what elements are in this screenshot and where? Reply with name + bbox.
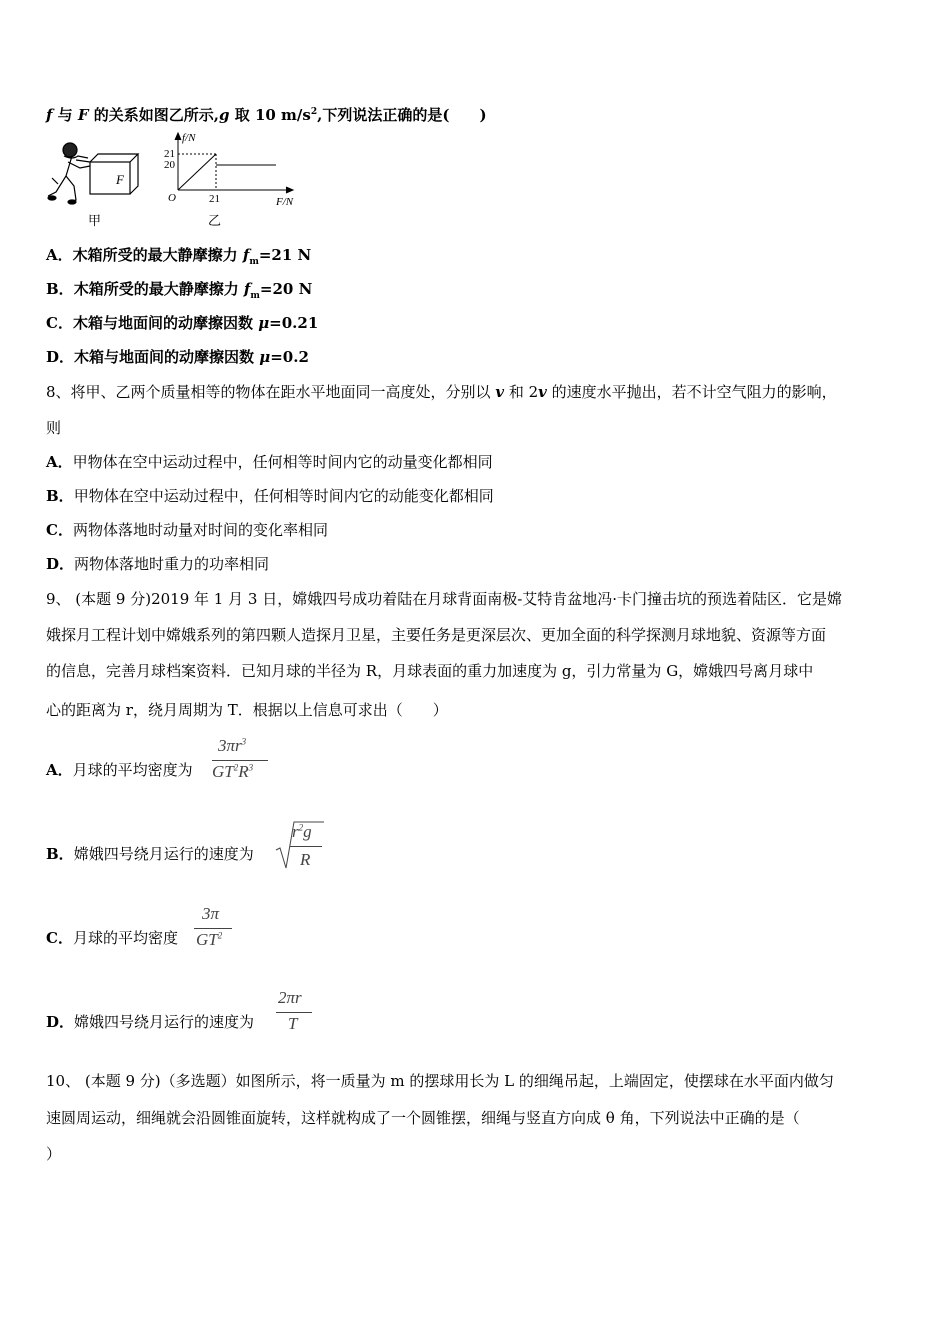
q9-b-num-sup: 2 (298, 822, 304, 833)
q9-c-denominator (196, 930, 222, 950)
q9-option-b-label: B． (46, 845, 74, 863)
q7-option-a-sub: m (249, 257, 259, 267)
q9-a-den-a: GT (212, 762, 234, 781)
q7-option-d[interactable] (46, 347, 309, 367)
graph-x-arrow (286, 187, 293, 193)
q7-stem-c: 取 10 m/s (229, 106, 311, 124)
q9-option-b-fraction (290, 820, 326, 872)
q9-c-den-sup: 2 (217, 930, 223, 941)
q9-b-denominator: R (300, 850, 311, 869)
q8-option-d-label: D． (46, 555, 75, 573)
q9-option-c-text: 月球的平均密度 (72, 929, 178, 947)
q9-a-den-b: R (238, 762, 249, 781)
q9-d-numerator: 2πr (278, 988, 302, 1007)
q7-option-c-val: =0.21 (269, 314, 319, 332)
graph-y-label: f/N (182, 132, 196, 144)
q9-stem-line1: 9、 (本题 9 分)2019 年 1 月 3 日，嫦娥四号成功着陆在月球背面南极-艾特肯盆地冯·卡门撞击坑的预选着陆区．它是嫦 (46, 590, 843, 608)
q9-option-a-fraction (210, 734, 270, 784)
q7-option-d-val: =0.2 (270, 348, 309, 366)
figure-jia (42, 136, 144, 206)
q8-option-a[interactable] (46, 452, 493, 472)
q7-option-c-mu: μ (258, 314, 270, 332)
q8-option-a-label: A． (46, 453, 73, 471)
figure-yi (160, 130, 302, 210)
q7-option-a-label: A． (46, 246, 73, 264)
q8-stem-v2: v (538, 383, 547, 401)
q7-option-a[interactable] (46, 245, 311, 272)
q7-stem-d: ,下列说法正确的是( ) (317, 106, 487, 124)
q8-stem-v: v (495, 383, 505, 401)
q7-option-b-text: 木箱所受的最大静摩擦力 (73, 280, 244, 298)
q8-option-c-label: C． (46, 521, 73, 539)
q7-stem-a: 与 (52, 106, 78, 124)
q8-stem-line2: 则 (46, 419, 62, 437)
q9-a-bar (212, 760, 268, 761)
q7-option-b-label: B． (46, 280, 74, 298)
q7-option-a-val: =21 N (258, 246, 312, 264)
q7-stem-f: f (46, 106, 53, 124)
q9-c-bar (194, 928, 232, 929)
box (90, 154, 138, 194)
q8-option-b[interactable] (46, 486, 494, 506)
graph-y21: 21 (164, 148, 175, 160)
q7-option-b-f: f (243, 280, 251, 298)
box-force-label: F (116, 172, 124, 187)
q9-b-bar (290, 846, 322, 847)
person-illustration (48, 143, 90, 204)
q9-stem-line3: 的信息，完善月球档案资料．已知月球的半径为 R，月球表面的重力加速度为 g，引力常量为 G，嫦娥四号离月球中 (46, 662, 814, 680)
q9-option-a-text: 月球的平均密度为 (72, 761, 193, 779)
q7-option-b[interactable] (46, 279, 312, 306)
q7-option-d-mu: μ (259, 348, 271, 366)
q7-option-a-f: f (242, 246, 250, 264)
q10-stem-line1: 10、 (本题 9 分)（多选题）如图所示，将一质量为 m 的摆球用长为 L 的细绳吊起，上端固定，使摆球在水平面内做匀 (46, 1072, 834, 1090)
q9-c-numerator: 3π (202, 904, 220, 923)
fig-label-yi: 乙 (208, 214, 222, 229)
q9-a-den-sup2: 3 (248, 762, 254, 773)
q7-option-a-text: 木箱所受的最大静摩擦力 (72, 246, 243, 264)
q7-option-b-sub: m (250, 291, 260, 301)
q8-option-c[interactable] (46, 520, 328, 540)
q9-option-d-label: D． (46, 1013, 75, 1031)
graph-x-label: F/N (276, 196, 294, 208)
q7-stem-sup: 2 (310, 107, 318, 117)
q9-b-numerator (292, 822, 312, 842)
q9-option-a[interactable] (46, 760, 193, 780)
q7-option-c-text: 木箱与地面间的动摩擦因数 (72, 314, 259, 332)
q7-option-c-label: C． (46, 314, 73, 332)
q9-option-a-label: A． (46, 761, 73, 779)
fig-label-jia: 甲 (88, 214, 102, 229)
q9-option-b[interactable] (46, 844, 254, 864)
q10-stem-line3: ） (46, 1145, 62, 1163)
q7-stem-b: 的关系如图乙所示, (88, 106, 220, 124)
q7-option-d-text: 木箱与地面间的动摩擦因数 (74, 348, 260, 366)
q7-option-d-label: D． (46, 348, 75, 366)
q9-a-denominator (212, 762, 253, 782)
q8-option-b-label: B． (46, 487, 74, 505)
q9-option-c-label: C． (46, 929, 73, 947)
q8-stem-line1 (46, 382, 837, 402)
q7-stem (46, 102, 487, 125)
q8-stem-b: 和 2 (504, 383, 539, 401)
q9-option-d-text: 嫦娥四号绕月运行的速度为 (74, 1013, 255, 1031)
q9-b-num-a: r (292, 822, 299, 841)
graph-x21: 21 (209, 193, 220, 205)
q7-option-b-val: =20 N (259, 280, 313, 298)
graph-ramp-line (178, 154, 216, 190)
q9-option-c[interactable] (46, 928, 178, 948)
q10-stem-line2: 速圆周运动，细绳就会沿圆锥面旋转，这样就构成了一个圆锥摆，细绳与竖直方向成 θ 角，下列说法中正确的是（ (46, 1109, 800, 1127)
q8-option-b-text: 甲物体在空中运动过程中，任何相等时间内它的动能变化都相同 (73, 487, 494, 505)
q9-a-num: 3πr (218, 736, 242, 755)
q9-d-bar (276, 1012, 312, 1013)
graph-y-arrow (175, 133, 181, 140)
q8-stem-c: 的速度水平抛出，若不计空气阻力的影响， (546, 383, 837, 401)
q9-option-c-fraction (194, 902, 234, 952)
q7-stem-F: F (77, 106, 89, 124)
q9-a-den-sup1: 2 (233, 762, 239, 773)
q8-option-a-text: 甲物体在空中运动过程中，任何相等时间内它的动量变化都相同 (72, 453, 493, 471)
q8-option-d[interactable] (46, 554, 269, 574)
q9-option-d-fraction (276, 986, 316, 1036)
q9-a-num-sup: 3 (241, 736, 247, 747)
q9-b-num-b: g (303, 822, 312, 841)
q9-c-den-a: GT (196, 930, 218, 949)
q9-a-numerator (218, 736, 246, 756)
q9-option-d[interactable] (46, 1012, 254, 1032)
q8-stem-a: 8、将甲、乙两个质量相等的物体在距水平地面同一高度处，分别以 (46, 383, 496, 401)
q9-option-b-text: 嫦娥四号绕月运行的速度为 (73, 845, 254, 863)
q9-stem-line2: 娥探月工程计划中嫦娥系列的第四颗人造探月卫星，主要任务是更深层次、更加全面的科学探测月球地貌、资源等方面 (46, 626, 827, 644)
q8-option-d-text: 两物体落地时重力的功率相同 (74, 555, 270, 573)
graph-origin: O (168, 192, 176, 204)
q9-d-denominator: T (288, 1014, 298, 1033)
q8-option-c-text: 两物体落地时动量对时间的变化率相同 (72, 521, 328, 539)
q9-stem-line4: 心的距离为 r，绕月周期为 T．根据以上信息可求出（ ） (46, 701, 448, 719)
q7-stem-g: g (219, 106, 230, 124)
graph-y20: 20 (164, 159, 175, 171)
q7-option-c[interactable] (46, 313, 318, 333)
